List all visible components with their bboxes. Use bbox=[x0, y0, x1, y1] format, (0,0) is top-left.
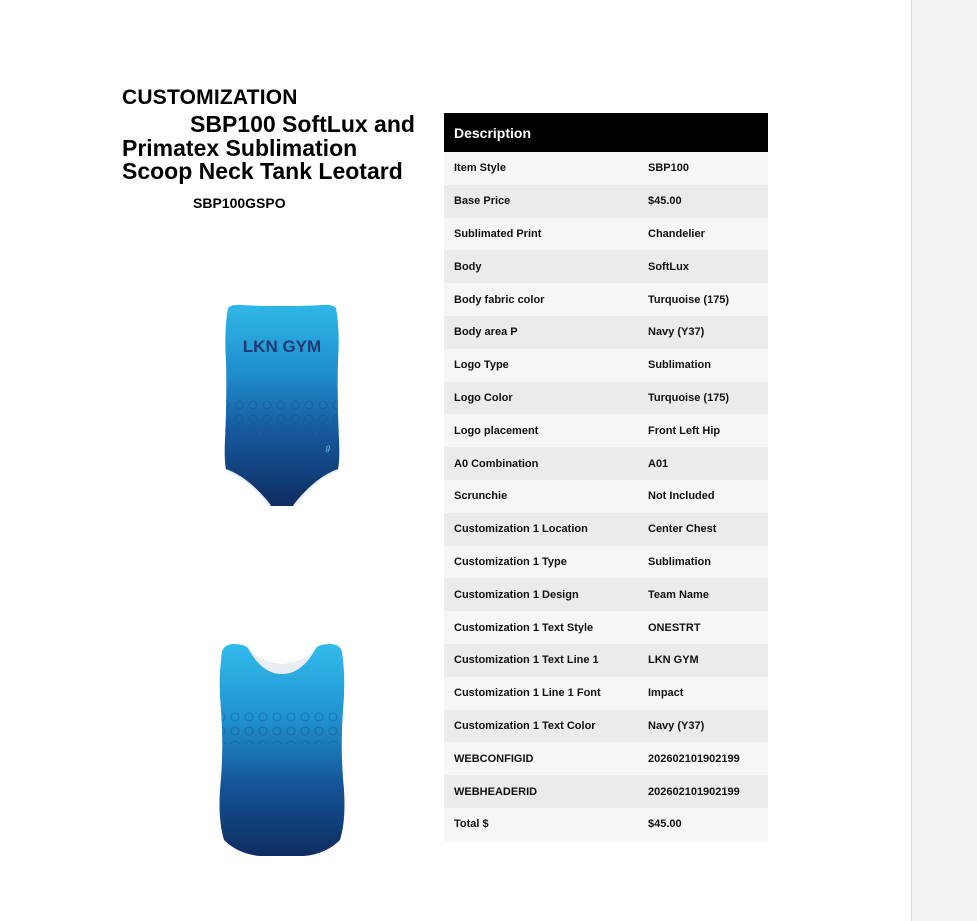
leotard-front-logo-text: LKN GYM bbox=[242, 337, 322, 356]
table-row-label: Customization 1 Text Line 1 bbox=[444, 644, 638, 677]
table-row-value: Impact bbox=[638, 677, 768, 710]
table-row-label: Customization 1 Text Style bbox=[444, 611, 638, 644]
table-row-value: 202602101902199 bbox=[638, 742, 768, 775]
table-row bbox=[444, 382, 768, 415]
table-row bbox=[444, 644, 768, 677]
table-row bbox=[444, 742, 768, 775]
leotard-back-image bbox=[214, 640, 350, 860]
table-row bbox=[444, 513, 768, 546]
table-row bbox=[444, 250, 768, 283]
table-row-label: WEBHEADERID bbox=[444, 775, 638, 808]
product-title bbox=[122, 113, 442, 184]
table-row bbox=[444, 808, 768, 841]
product-title-line-3: Scoop Neck Tank Leotard bbox=[122, 158, 403, 184]
table-row bbox=[444, 480, 768, 513]
table-row-label: Logo Type bbox=[444, 349, 638, 382]
table-row bbox=[444, 185, 768, 218]
table-row-label: Customization 1 Design bbox=[444, 578, 638, 611]
table-row-value: LKN GYM bbox=[638, 644, 768, 677]
table-row-value: Center Chest bbox=[638, 513, 768, 546]
table-row-value: SBP100 bbox=[638, 152, 768, 185]
table-row-value: A01 bbox=[638, 447, 768, 480]
table-row-value: Navy (Y37) bbox=[638, 316, 768, 349]
table-row-label: Scrunchie bbox=[444, 480, 638, 513]
table-row-label: Customization 1 Location bbox=[444, 513, 638, 546]
table-row-label: Item Style bbox=[444, 152, 638, 185]
table-row-value: 202602101902199 bbox=[638, 775, 768, 808]
page-right-gutter bbox=[911, 0, 977, 921]
table-row-label: WEBCONFIGID bbox=[444, 742, 638, 775]
description-table-header-row bbox=[444, 113, 768, 152]
leotard-back-body bbox=[220, 644, 345, 856]
table-row-label: Customization 1 Line 1 Font bbox=[444, 677, 638, 710]
table-row bbox=[444, 710, 768, 743]
table-row-label: A0 Combination bbox=[444, 447, 638, 480]
product-title-line-2: Primatex Sublimation bbox=[122, 134, 358, 161]
table-row-value: ONESTRT bbox=[638, 611, 768, 644]
table-row-label: Total $ bbox=[444, 808, 638, 841]
table-row-label: Logo placement bbox=[444, 414, 638, 447]
description-table-header: Description bbox=[444, 113, 768, 152]
table-row-label: Customization 1 Type bbox=[444, 546, 638, 579]
table-row bbox=[444, 414, 768, 447]
product-sku: SBP100GSPO bbox=[193, 195, 286, 211]
table-row bbox=[444, 578, 768, 611]
table-row bbox=[444, 349, 768, 382]
table-row-value: $45.00 bbox=[638, 185, 768, 218]
table-row-label: Sublimated Print bbox=[444, 218, 638, 251]
table-row-label: Base Price bbox=[444, 185, 638, 218]
table-row-value: Turquoise (175) bbox=[638, 382, 768, 415]
leotard-front-image bbox=[218, 300, 346, 510]
table-row-value: Sublimation bbox=[638, 349, 768, 382]
table-row-value: Sublimation bbox=[638, 546, 768, 579]
table-row-value: Front Left Hip bbox=[638, 414, 768, 447]
table-row-label: Body area P bbox=[444, 316, 638, 349]
table-row bbox=[444, 546, 768, 579]
product-title-line-1: SBP100 SoftLux and bbox=[190, 111, 415, 137]
section-heading: CUSTOMIZATION bbox=[122, 86, 298, 109]
table-row-value: Turquoise (175) bbox=[638, 283, 768, 316]
table-row-value: Chandelier bbox=[638, 218, 768, 251]
table-row bbox=[444, 447, 768, 480]
table-row bbox=[444, 283, 768, 316]
table-row-label: Customization 1 Text Color bbox=[444, 710, 638, 743]
table-row bbox=[444, 775, 768, 808]
description-table bbox=[444, 113, 768, 841]
table-row-value: Team Name bbox=[638, 578, 768, 611]
table-row-label: Body bbox=[444, 250, 638, 283]
table-row-label: Body fabric color bbox=[444, 283, 638, 316]
logo-mark-icon: ℊ bbox=[324, 443, 332, 452]
table-row-label: Logo Color bbox=[444, 382, 638, 415]
table-row bbox=[444, 316, 768, 349]
table-row bbox=[444, 152, 768, 185]
table-row-value: $45.00 bbox=[638, 808, 768, 841]
table-row bbox=[444, 218, 768, 251]
table-row-value: Navy (Y37) bbox=[638, 710, 768, 743]
description-table-body bbox=[444, 152, 768, 841]
table-row-value: SoftLux bbox=[638, 250, 768, 283]
table-row-value: Not Included bbox=[638, 480, 768, 513]
table-row bbox=[444, 677, 768, 710]
table-row bbox=[444, 611, 768, 644]
